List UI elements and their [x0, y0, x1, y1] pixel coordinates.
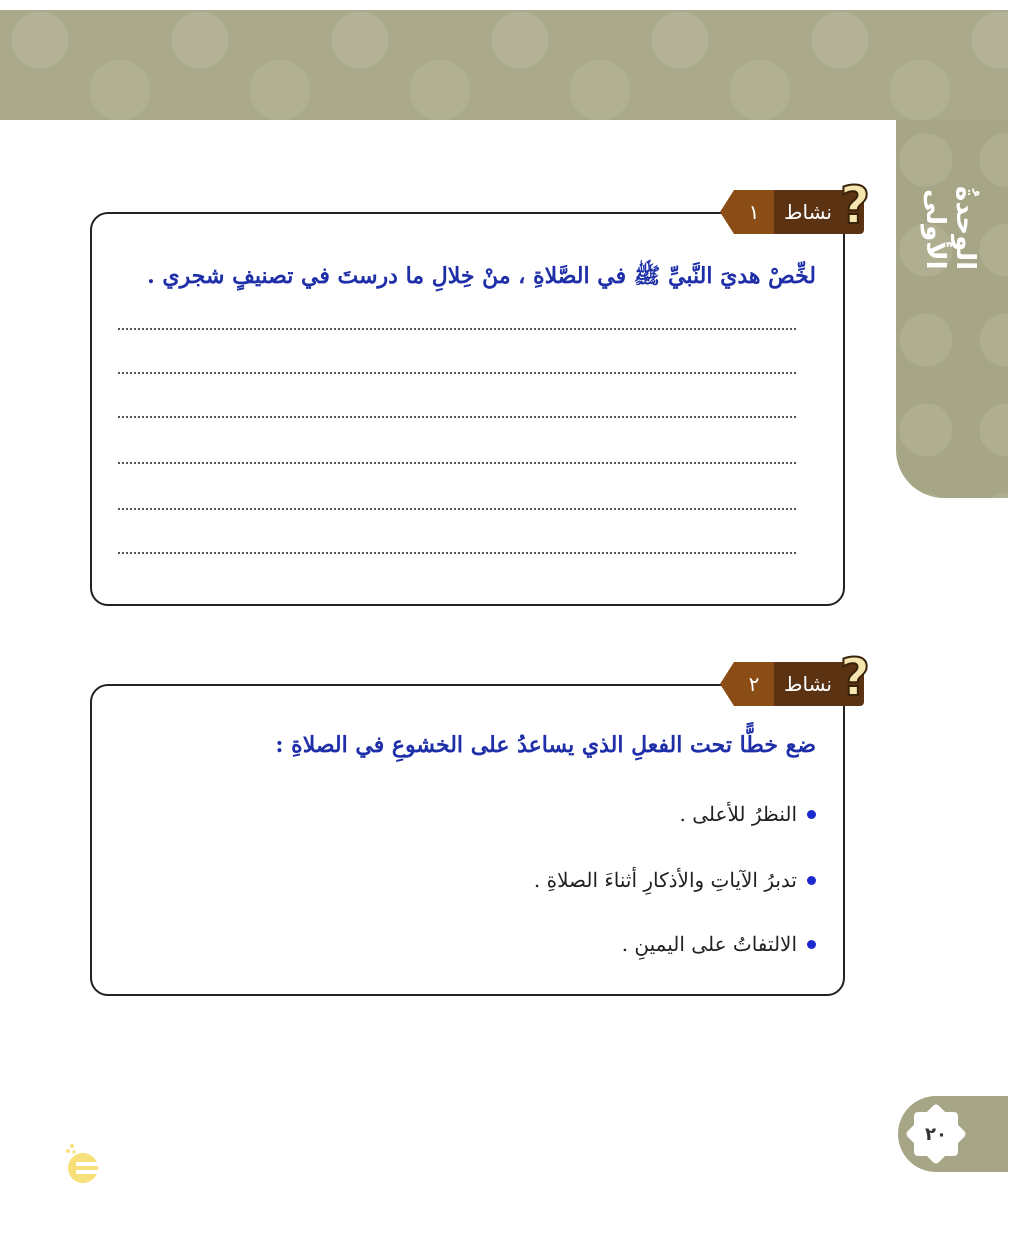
activity-1-label	[734, 176, 870, 236]
label-arrow	[720, 190, 734, 234]
activity-1-instruction: لخِّصْ هديَ النَّبيِّ ﷺ في الصَّلاةِ ، منْ خِلالِ ما درستَ في تصنيفٍ شجري .	[147, 263, 816, 289]
activity-2-word: نشاط	[784, 672, 832, 696]
bullet-dot-icon	[807, 810, 816, 819]
answer-line[interactable]	[118, 372, 796, 374]
bullet-dot-icon	[807, 876, 816, 885]
unit-title: الوحدةُ الأولى	[920, 185, 980, 270]
option-text: النظرُ للأعلى .	[679, 802, 797, 826]
answer-line[interactable]	[118, 508, 796, 510]
label-arrow	[720, 662, 734, 706]
answer-line[interactable]	[118, 328, 796, 330]
answer-line[interactable]	[118, 552, 796, 554]
option-item[interactable]	[534, 868, 816, 892]
activity-2-number: ٢	[734, 662, 774, 706]
option-text: تدبرُ الآياتِ والأذكارِ أثناءَ الصلاةِ .	[533, 868, 797, 892]
activity-2-label	[734, 648, 870, 708]
answer-line[interactable]	[118, 416, 796, 418]
activity-2-instruction: ضع خطًّا تحت الفعلِ الذي يساعدُ على الخشوعِ في الصلاةِ :	[275, 732, 816, 758]
option-item[interactable]	[622, 932, 816, 956]
activity-1-number: ١	[734, 190, 774, 234]
header-decorative-band	[0, 10, 1008, 120]
activity-1-word: نشاط	[784, 200, 832, 224]
option-item[interactable]	[680, 802, 816, 826]
bullet-dot-icon	[807, 940, 816, 949]
page-number: ٢٠	[925, 1123, 947, 1145]
option-text: الالتفاتُ على اليمينِ .	[621, 932, 797, 956]
question-mark-icon: ?	[839, 176, 870, 236]
publisher-logo-icon	[62, 1140, 104, 1184]
question-mark-icon: ?	[839, 648, 870, 708]
answer-line[interactable]	[118, 462, 796, 464]
